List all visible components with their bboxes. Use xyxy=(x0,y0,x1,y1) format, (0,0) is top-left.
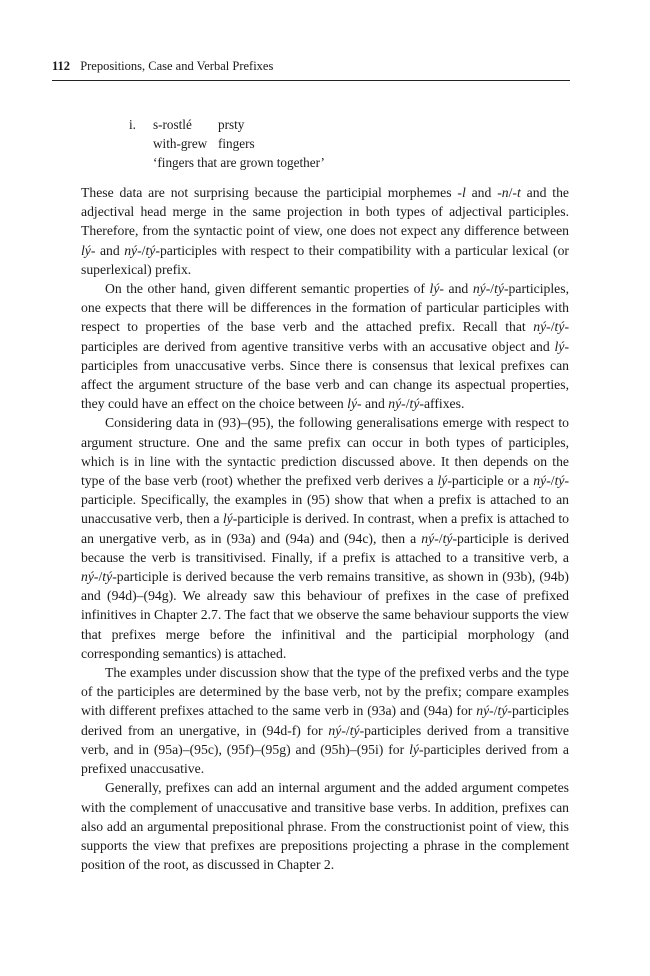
italic-term: ný xyxy=(81,569,94,585)
text-run: Considering data in (93)–(95), the following generalisations emerge with respect to argument structure. One and the same prefix can occur in both types of participles, which is in line with the syntactic prediction discussed above. It then depends on the type of the base verb (root) whether the prefixed verb derives a xyxy=(81,415,569,489)
italic-term: tý xyxy=(145,242,156,258)
text-run: /- xyxy=(508,185,517,200)
italic-term: ný xyxy=(421,530,435,546)
italic-term: tý xyxy=(494,281,504,297)
text-run: -participles derived from an unergative, in (94d-f) for xyxy=(81,703,569,738)
header-rule xyxy=(52,80,570,81)
paragraph xyxy=(81,663,569,778)
example-gloss: with-grew xyxy=(153,136,208,151)
italic-term: lý xyxy=(81,242,91,258)
text-run: -participles with respect to their compatibility with a particular lexical (or superlexical) prefix. xyxy=(81,242,569,277)
text-run: -participles derived from a transitive verb, and in (95a)–(95c), (95f)–(95g) and (95h)–(95i) for xyxy=(81,722,569,757)
running-head xyxy=(52,58,570,74)
text-run: -/ xyxy=(546,319,555,335)
italic-term: ný xyxy=(388,396,402,412)
example-i xyxy=(129,115,325,172)
italic-term: tý xyxy=(349,722,360,738)
paragraph xyxy=(81,279,569,413)
text-run: -/ xyxy=(489,703,498,719)
example-row-1 xyxy=(129,115,325,134)
text-run: - and xyxy=(357,396,389,412)
italic-term: n xyxy=(501,185,509,200)
example-translation: ‘fingers that are grown together’ xyxy=(153,155,325,170)
text-run: -/ xyxy=(546,473,555,489)
example-row-3 xyxy=(129,153,325,172)
text-run: -participle is derived because the verb remains transitive, as shown in (93b), (94b) and (94d)–(94g). We already saw this behaviour of prefixes in the case of prefixed infinitives in Chapter 2.7. The fact that we observe the same behaviour supports the view that prefixes merge before the infinitival and the participial morphology (and corresponding semantics) is attached. xyxy=(81,569,569,661)
text-run: -participle is derived. In contrast, when a prefix is attached to an unergative verb, as in (93a) and (94a) and (94c), then a xyxy=(81,511,569,546)
text-run: and - xyxy=(465,185,502,200)
text-run: -/ xyxy=(137,242,146,258)
italic-term: ný xyxy=(533,473,547,489)
text-run: - and xyxy=(90,242,125,258)
italic-term: ný xyxy=(533,319,547,335)
paragraph xyxy=(81,778,569,874)
italic-term: t xyxy=(517,185,521,200)
italic-term: l xyxy=(461,185,466,200)
italic-term: tý xyxy=(442,530,453,546)
text-run: -affixes. xyxy=(419,396,465,412)
italic-term: lý xyxy=(409,741,419,757)
body-text xyxy=(81,183,569,874)
italic-term: tý xyxy=(409,396,420,412)
italic-term: lý xyxy=(554,338,565,354)
italic-term: tý xyxy=(554,319,565,335)
text-run: -/ xyxy=(485,281,495,297)
italic-term: lý xyxy=(429,281,440,297)
italic-term: tý xyxy=(102,569,113,585)
paragraph xyxy=(81,413,569,663)
text-run: -/ xyxy=(434,530,443,546)
running-title: Prepositions, Case and Verbal Prefixes xyxy=(80,59,274,73)
page-number: 112 xyxy=(52,59,71,73)
italic-term: tý xyxy=(497,703,508,719)
text-run: -/ xyxy=(341,722,350,738)
italic-term: lý xyxy=(222,511,233,527)
example-gloss: fingers xyxy=(218,136,255,151)
italic-term: tý xyxy=(554,473,565,489)
text-run: The examples under discussion show that the type of the prefixed verbs and the type of the participles are determined by the base verb, not by the prefix; compare examples with different prefixes attached to the same verb in (93a) and (94a) for xyxy=(81,665,569,719)
text-run: and the adjectival head merge in the same projection in both types of adjectival participles. Therefore, from the syntactic point of view, one does not expect any difference between xyxy=(81,185,569,239)
italic-term: ný xyxy=(124,242,138,258)
example-word: s-rostlé xyxy=(153,117,192,132)
italic-term: lý xyxy=(437,473,448,489)
italic-term: ný xyxy=(476,703,490,719)
text-run: - and xyxy=(439,281,473,297)
example-row-2 xyxy=(129,134,325,153)
italic-term: ný xyxy=(472,281,486,297)
text-run: -participles are derived from agentive transitive verbs with an accusative object and xyxy=(81,319,569,354)
text-run: On the other hand, given different semantic properties of xyxy=(105,281,430,297)
text-run: -participles, one expects that there will be differences in the formation of particular participles with respect to properties of the base verb and the attached prefix. Recall that xyxy=(81,281,569,335)
text-run: These data are not surprising because the participial morphemes - xyxy=(81,185,462,200)
italic-term: ný xyxy=(328,722,342,738)
text-run: -participles from unaccusative verbs. Since there is consensus that lexical prefixes can affect the argument structure of the base verb and can change its aspectual properties, they could have an effect on the choice between xyxy=(81,338,569,412)
text-run: -participle or a xyxy=(447,473,534,489)
paragraph xyxy=(81,183,569,279)
text-run: Generally, prefixes can add an internal argument and the added argument competes with the complement of unaccusative and transitive base verbs. In addition, prefixes can also add an argumental prepositional phrase. From the constructionist point of view, this supports the view that prefixes are prepositions projecting a phrase in the complement position of the root, as discussed in Chapter 2. xyxy=(81,780,569,873)
text-run: -/ xyxy=(93,569,103,585)
text-run: -participle is derived because the verb is transitivised. Finally, if a prefix is attached to a transitive verb, a xyxy=(81,530,569,565)
text-run: -participles derived from a prefixed unaccusative. xyxy=(81,741,569,777)
italic-term: lý xyxy=(347,396,358,412)
text-run: -participle. Specifically, the examples in (95) show that when a prefix is attached to an unaccusative verb, then a xyxy=(81,473,570,527)
example-word: prsty xyxy=(218,117,245,132)
example-number: i. xyxy=(129,117,136,132)
text-run: -/ xyxy=(401,396,410,412)
